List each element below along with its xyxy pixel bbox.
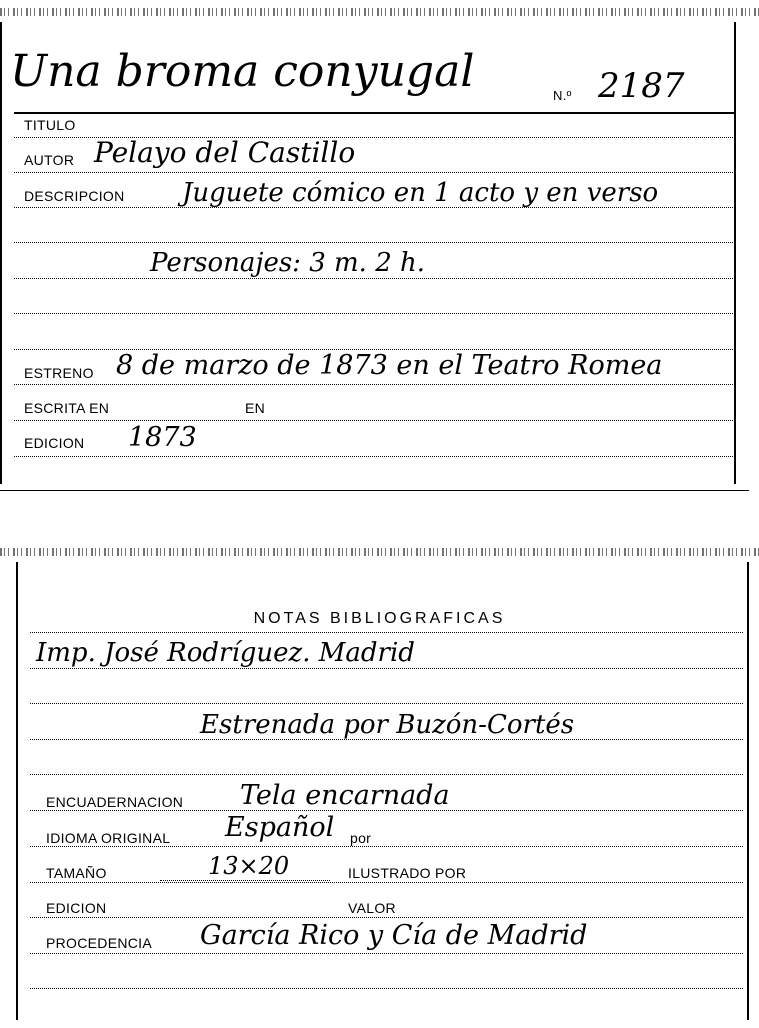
catalog-card-bottom	[0, 540, 759, 1028]
rule	[30, 953, 743, 954]
rule	[30, 917, 743, 918]
rule	[30, 703, 743, 704]
card-top-edge	[0, 548, 759, 556]
rule	[30, 988, 743, 989]
rule	[30, 810, 743, 811]
valor-label: VALOR	[348, 900, 396, 916]
rule	[14, 420, 735, 421]
encuadernacion-value: Tela encarnada	[240, 780, 450, 811]
card-top-edge	[0, 8, 759, 16]
card-right-border	[747, 562, 749, 1020]
idioma-original-label: IDIOMA ORIGINAL	[46, 830, 171, 846]
procedencia-value: García Rico y Cía de Madrid	[200, 920, 588, 951]
notes-line-1: Imp. José Rodríguez. Madrid	[36, 638, 415, 668]
rule	[30, 846, 743, 847]
notes-line-2: Estrenada por Buzón-Cortés	[200, 710, 575, 740]
rule	[30, 774, 743, 775]
title-line	[14, 112, 735, 114]
estreno-value: 8 de marzo de 1873 en el Teatro Romea	[116, 350, 663, 381]
catalog-card-top	[0, 0, 759, 500]
edicion-label: EDICION	[24, 435, 85, 451]
ilustrado-por-label: ILUSTRADO POR	[348, 865, 467, 881]
number-value: 2187	[598, 66, 685, 106]
rule	[14, 172, 735, 173]
rule	[14, 207, 735, 208]
rule	[30, 632, 743, 633]
card-left-border	[16, 562, 18, 1020]
card-right-border	[734, 22, 736, 484]
rule	[14, 384, 735, 385]
procedencia-label: PROCEDENCIA	[46, 935, 152, 951]
number-label: N.º	[553, 88, 572, 103]
rule	[30, 668, 743, 669]
rule	[14, 456, 735, 457]
card-left-border	[0, 22, 2, 484]
title-handwritten: Una broma conyugal	[10, 46, 475, 97]
edicion-value: 1873	[128, 422, 197, 453]
escrita-en-label: ESCRITA EN	[24, 400, 110, 416]
autor-label: AUTOR	[24, 152, 75, 168]
tamano-dots	[160, 880, 330, 881]
encuadernacion-label: ENCUADERNACION	[46, 794, 184, 810]
por-label: por	[350, 830, 372, 846]
edicion-bottom-label: EDICION	[46, 900, 107, 916]
en-label: EN	[245, 400, 266, 416]
idioma-original-value: Español	[225, 812, 335, 843]
rule	[14, 242, 735, 243]
rule	[30, 882, 743, 883]
notas-bibliograficas-heading: NOTAS BIBLIOGRAFICAS	[253, 610, 506, 627]
tamano-value: 13×20	[208, 852, 290, 880]
estreno-label: ESTRENO	[24, 365, 94, 381]
descripcion-value: Juguete cómico en 1 acto y en verso	[182, 178, 659, 208]
rule	[30, 739, 743, 740]
rule	[14, 313, 735, 314]
personajes-value: Personajes: 3 m. 2 h.	[150, 248, 426, 278]
titulo-label: TITULO	[24, 117, 76, 133]
card-bottom-edge	[0, 490, 749, 491]
tamano-label: TAMAÑO	[46, 865, 107, 881]
rule	[14, 278, 735, 279]
autor-value: Pelayo del Castillo	[94, 136, 356, 169]
descripcion-label: DESCRIPCION	[24, 188, 125, 204]
